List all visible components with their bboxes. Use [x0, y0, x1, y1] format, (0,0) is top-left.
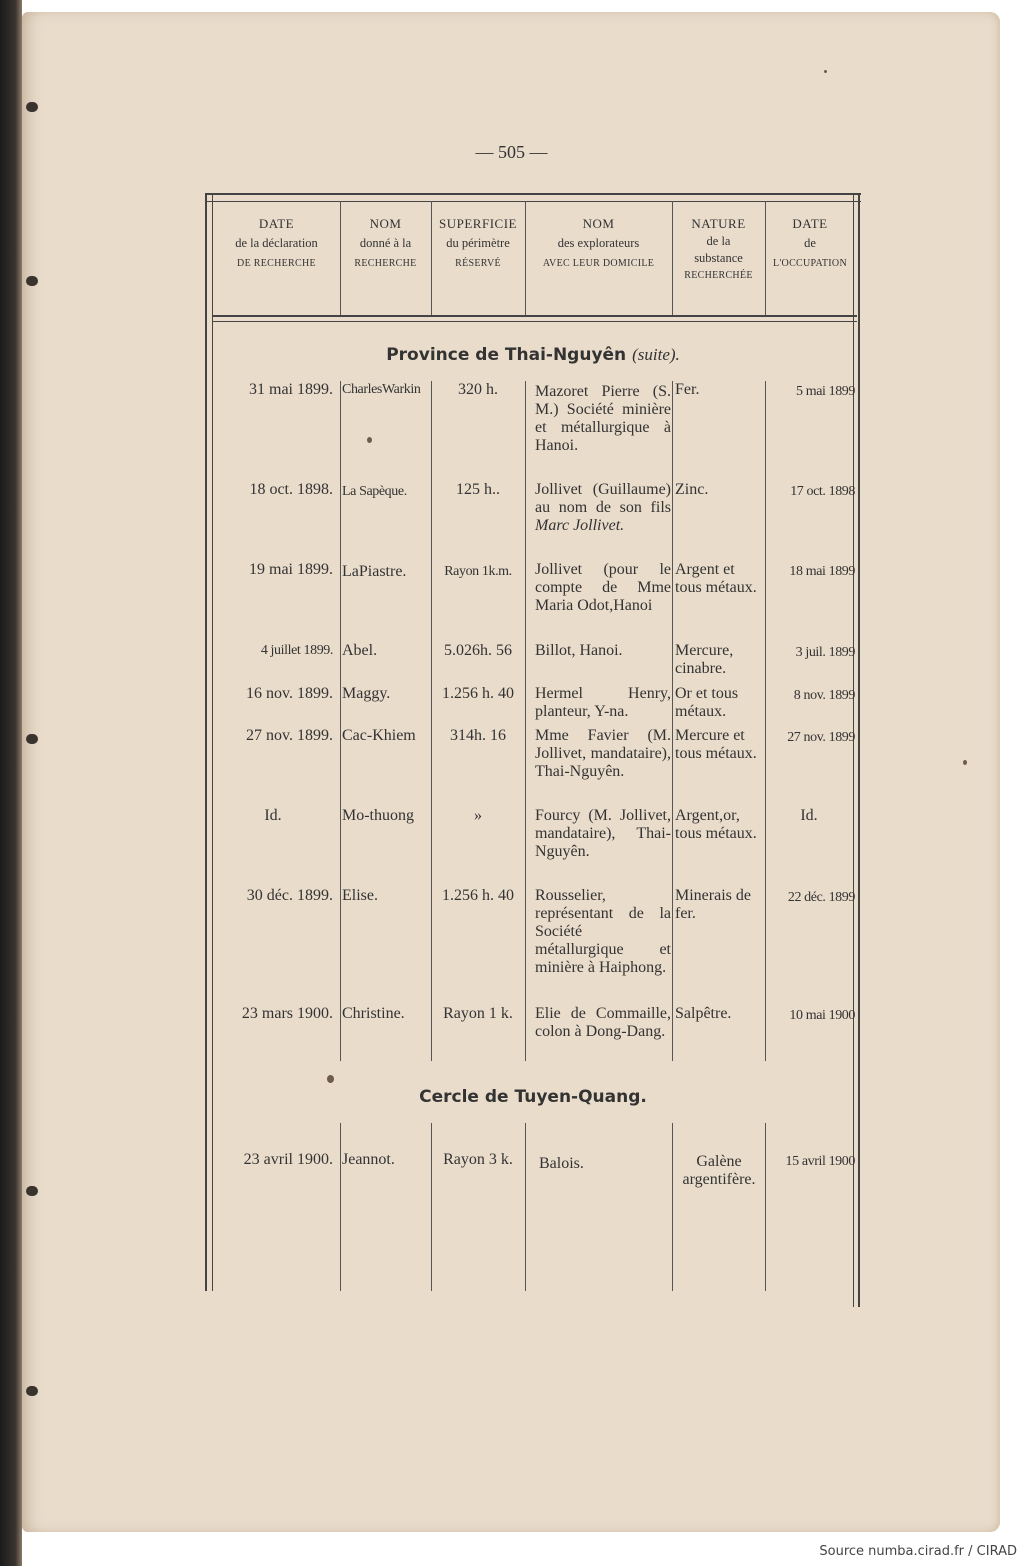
table-row-explorateurs: Billot, Hanoi.: [535, 642, 623, 659]
binding-hole: [26, 1186, 38, 1196]
table-row-date: 16 nov. 1899.: [246, 685, 333, 702]
header-explorateurs: NOM des explorateurs AVEC LEUR DOMICILE: [542, 216, 655, 269]
table-row-occupation: 15 avril 1900: [785, 1154, 855, 1169]
table-row-superficie: 1.256 h. 40: [442, 685, 514, 702]
table-row-superficie: Rayon 1 k.: [443, 1005, 513, 1022]
ink-speck: [327, 1075, 334, 1083]
table-row-nature: Mercure et tous métaux.: [675, 727, 757, 762]
table-row-nature: Minerais de fer.: [675, 887, 751, 922]
table-row-date: Id.: [264, 807, 282, 824]
table-row-occupation: 17 oct. 1898: [790, 484, 855, 499]
table-row-nom: Christine.: [342, 1005, 405, 1022]
table-row-occupation: 27 nov. 1899: [787, 730, 855, 745]
column-divider: [340, 381, 341, 1061]
source-credit: Source numba.cirad.fr / CIRAD: [819, 1544, 1017, 1559]
table-row-date: 19 mai 1899.: [249, 561, 333, 578]
table-row-nom: Maggy.: [342, 685, 391, 702]
table-row-superficie: 125 h..: [456, 481, 500, 498]
binding-hole: [26, 1386, 38, 1396]
table-row-nom: La Sapèque.: [342, 484, 407, 499]
table-row-nom: LaPiastre.: [342, 563, 407, 580]
table-row-superficie: 320 h.: [458, 381, 498, 398]
table-row-date: 27 nov. 1899.: [246, 727, 333, 744]
table-row-explorateurs: Hermel Henry, planteur, Y-na.: [535, 685, 671, 720]
table-row-nature: Salpêtre.: [675, 1005, 732, 1022]
table-row-nom: Jeannot.: [342, 1151, 395, 1168]
table-row-explorateurs: Mazoret Pierre (S. M.) Société minière et métallurgique à Hanoi.: [535, 383, 671, 454]
table-row-occupation: 3 juil. 1899: [795, 645, 855, 660]
column-divider: [672, 1123, 673, 1291]
table-row-superficie: Rayon 3 k.: [443, 1151, 513, 1168]
concessions-table: [205, 193, 861, 1291]
table-row-explorateurs: Jollivet (Guillaume) au nom de son fils Marc Jollivet.: [535, 481, 671, 534]
header-nature: NATURE de la substance RECHERCHÉE: [684, 216, 753, 281]
column-divider: [340, 1123, 341, 1291]
table-row-occupation: 22 déc. 1899: [787, 890, 855, 905]
table-row-occupation: 18 mai 1899: [789, 564, 855, 579]
table-row-superficie: »: [474, 807, 482, 824]
ink-speck: [963, 760, 967, 765]
table-row-nature: Zinc.: [675, 481, 709, 498]
column-divider: [765, 1123, 766, 1291]
header-date-occupation: DATE de L'OCCUPATION: [773, 216, 847, 269]
table-row-nature: Galène argentifère.: [682, 1153, 756, 1188]
table-row-nom: Abel.: [342, 642, 378, 659]
binding-hole: [26, 276, 38, 286]
table-row-nature: Or et tous métaux.: [675, 685, 739, 720]
table-row-explorateurs: Mme Favier (M. Jollivet, mandataire), Thai-Nguyên.: [535, 727, 671, 780]
table-row-explorateurs: Elie de Commaille, colon à Dong-Dang.: [535, 1005, 671, 1040]
table-row-date: 18 oct. 1898.: [249, 481, 333, 498]
table-row-nom: Mo-thuong: [342, 807, 414, 824]
table-row-nature: Argent et tous métaux.: [675, 561, 757, 596]
header-nom-recherche: NOM donné à la RECHERCHE: [354, 216, 417, 269]
ink-speck: [367, 437, 372, 443]
table-row-occupation: 5 mai 1899: [796, 384, 855, 399]
header-bottom-rule: [213, 315, 857, 322]
table-row-occupation: 8 nov. 1899: [793, 688, 855, 703]
table-row-superficie: 5.026h. 56: [444, 642, 512, 659]
table-row-date: 23 mars 1900.: [241, 1005, 333, 1022]
header-date-declaration: DATE de la déclaration DE RECHERCHE: [235, 216, 318, 269]
table-row-nature: Fer.: [675, 381, 700, 398]
table-row-occupation: Id.: [800, 807, 818, 824]
table-top-rule: [205, 193, 861, 202]
section-title-tuyen-quang: Cercle de Tuyen-Quang.: [419, 1087, 647, 1107]
table-row-superficie: 314h. 16: [450, 727, 506, 744]
header-superficie: SUPERFICIE du périmètre RÉSERVÉ: [439, 216, 517, 269]
column-divider: [672, 381, 673, 1061]
table-row-date: 23 avril 1900.: [243, 1151, 333, 1168]
page-number: — 505 —: [475, 142, 548, 162]
column-divider: [525, 1123, 526, 1291]
column-divider: [525, 381, 526, 1061]
table-row-nature: Argent,or, tous métaux.: [675, 807, 757, 842]
ink-speck: [824, 70, 827, 73]
table-row-nom: CharlesWarkin: [342, 382, 421, 397]
book-spine: [0, 0, 22, 1566]
binding-hole: [26, 734, 38, 744]
table-row-explorateurs: Fourcy (M. Jollivet, mandataire), Thai-Nguyên.: [535, 807, 671, 860]
table-row-date: 30 déc. 1899.: [246, 887, 333, 904]
table-row-occupation: 10 mai 1900: [789, 1008, 855, 1023]
table-row-explorateurs: Jollivet (pour le compte de Mme Maria Odot,Hanoi: [535, 561, 671, 614]
table-row-date: 4 juillet 1899.: [260, 643, 333, 658]
table-row-nom: Elise.: [342, 887, 378, 904]
binding-hole: [26, 102, 38, 112]
table-row-nom: Cac-Khiem: [342, 727, 416, 744]
table-row-superficie: Rayon 1k.m.: [444, 564, 512, 579]
table-row-explorateurs: Balois.: [539, 1155, 584, 1172]
table-row-superficie: 1.256 h. 40: [442, 887, 514, 904]
table-row-explorateurs: Rousselier, représentant de la Société métallurgique et minière à Haiphong.: [535, 887, 671, 976]
table-row-nature: Mercure, cinabre.: [675, 642, 734, 677]
table-row-date: 31 mai 1899.: [249, 381, 333, 398]
column-divider: [431, 1123, 432, 1291]
section-title-thai-nguyen: Province de Thai-Nguyên (suite).: [386, 345, 680, 365]
